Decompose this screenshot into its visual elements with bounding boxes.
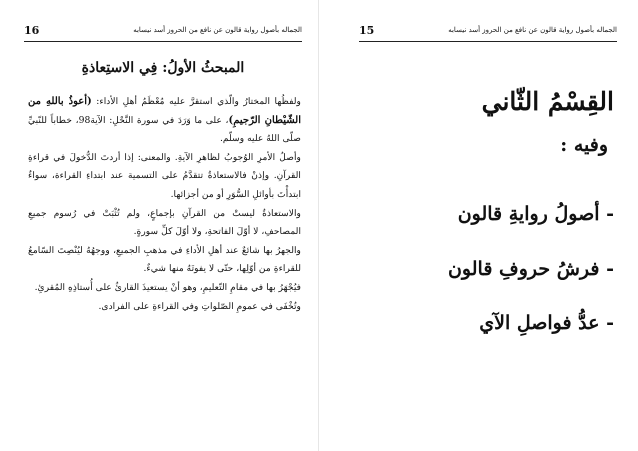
right-page [319, 0, 638, 451]
right-running-title: الجماله بأصول رواية قالون عن نافع من الحروز أسد نيسابه [448, 26, 617, 34]
paragraph-2: وأصلُ الأمرِ الوُجوبُ لظاهرِ الآيةِ. والمعنى: إذا أردتَ الدُّخولَ في قراءةِ القرآنِ. وإذنْ فالاستعاذةُ تتقدَّمُ على التسمية عند ابتداءِ القراءة، سواءٌ ابتدأْتَ بأوائلِ السُّوَرِ أو من أجزائها. [28, 151, 301, 200]
paragraph-5: فيُجْهَرُ بها في مقامِ التّعليمِ، وهو أنْ يستعيذَ القارئُ على أُستاذِهِ المُقرئِ. [34, 281, 301, 293]
left-page-header [24, 22, 302, 38]
part-title: القِسْمُ الثّاني [481, 87, 614, 116]
left-running-title: الجماله بأصول رواية قالون عن نافع من الحروز أسد نيسابه [133, 26, 302, 34]
right-page-header [359, 22, 617, 38]
left-page-number: 16 [24, 23, 40, 37]
paragraph-1 [28, 93, 301, 149]
body-text [28, 93, 301, 316]
content-item-fawasil-ay: - عدُّ فواصلِ الآي [479, 312, 614, 334]
quran-verse: (أعوذُ باللهِ من الشّيْطانِ الرّجيمِ) [28, 96, 301, 126]
paragraph-4: والجهرُ بها شائعٌ عند أهلِ الأداءِ في مذهبِ الجميعِ، ووجهُهُ ليُنْصِتَ السّامعُ للقراءةِ من أوّلِها، حتّى لا يفوتَهُ منها شيءٌ. [28, 244, 301, 275]
part-subheading: وفيه : [560, 134, 608, 156]
paragraph-3: والاستعاذةُ ليستْ من القرآنِ بإجماعٍ، ولم تُثْبَتْ في رُسوم جميعِ المصاحفِ، لا أوّلَ الفاتحةِ، ولا أوّلَ كلِّ سورةٍ. [28, 207, 301, 238]
left-header-rule [24, 41, 302, 42]
paragraph-1-before: ولفظُها المختارُ والّذي استقرَّ عليه مُعْظَمُ أهلِ الأداء: [91, 96, 301, 107]
right-page-number: 15 [359, 23, 375, 37]
right-header-rule [359, 41, 617, 42]
content-item-farsh-huruf: - فرشُ حروفِ قالون [447, 258, 614, 280]
content-item-qalun-usul: - أصولُ روايةِ قالون [457, 203, 614, 225]
paragraph-6: وتُخْفَى في عمومِ الصّلواتِ وفي القراءةِ على الفرادى. [98, 300, 301, 312]
section-subtitle: المبحثُ الأولُ: فِي الاستِعاذةِ [81, 60, 245, 76]
paragraph-1-after: ، على ما وَرَدَ في سورة النَّحْلِ: الآية98، خطاباً للنّبيِّ صلّى اللهُ عليه وسلّم. [28, 114, 301, 145]
